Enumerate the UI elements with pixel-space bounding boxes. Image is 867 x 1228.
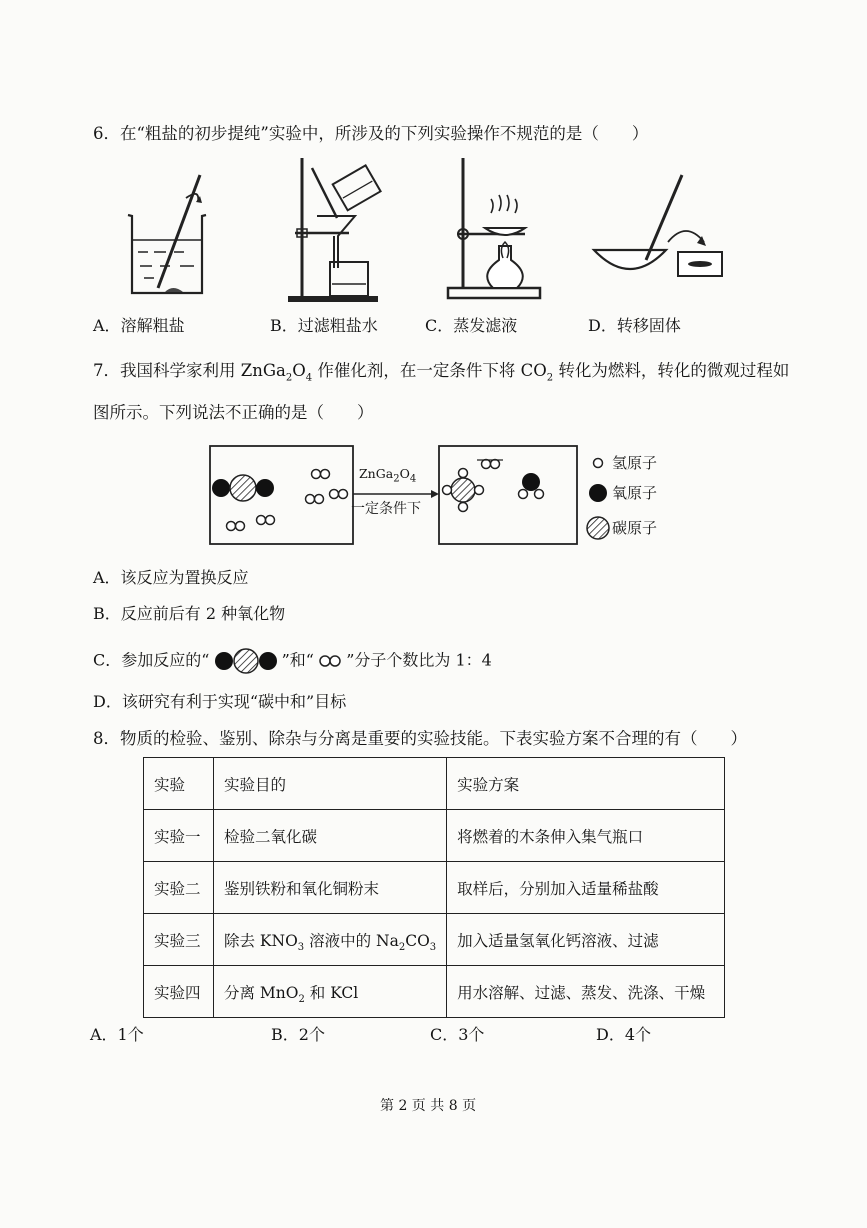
purpose-text: CO bbox=[405, 931, 430, 950]
q8-option-a[interactable]: A．1个 bbox=[90, 1025, 144, 1044]
purpose-text: 和 KCl bbox=[304, 983, 359, 1002]
option-text: 溶解粗盐 bbox=[120, 316, 185, 335]
q6-option-a[interactable] bbox=[93, 316, 185, 336]
row-plan: 将燃着的木条伸入集气瓶口 bbox=[447, 810, 725, 862]
subscript: 2 bbox=[298, 993, 305, 1005]
row-plan: 加入适量氢氧化钙溶液、过滤 bbox=[447, 914, 725, 966]
subscript: 2 bbox=[285, 372, 293, 384]
transfer-solid-figure bbox=[590, 170, 730, 290]
legend-oxygen-icon bbox=[589, 484, 607, 502]
q7-option-a[interactable]: A．该反应为置换反应 bbox=[93, 568, 249, 587]
catalyst-text: ZnGa bbox=[359, 466, 394, 481]
condition-label: 一定条件下 bbox=[351, 501, 421, 517]
catalyst-text: O bbox=[399, 466, 410, 481]
subscript: 2 bbox=[393, 473, 400, 485]
option-text: 转移固体 bbox=[616, 316, 681, 335]
purpose-text: 溶液中的 Na bbox=[304, 931, 399, 950]
q7-option-c[interactable] bbox=[93, 648, 492, 674]
row-plan: 取样后，分别加入适量稀盐酸 bbox=[447, 862, 725, 914]
q6-option-d[interactable] bbox=[588, 316, 681, 336]
option-text: 过滤粗盐水 bbox=[297, 316, 378, 335]
option-text: C．参加反应的“ bbox=[93, 650, 210, 670]
subscript: 2 bbox=[398, 941, 406, 953]
stem-text: 转化为燃料，转化的微观过程如 bbox=[553, 361, 790, 380]
page-footer: 第 2 页 共 8 页 bbox=[380, 1098, 477, 1114]
catalyst-label bbox=[359, 466, 417, 485]
beaker-stirring-figure bbox=[120, 180, 220, 300]
table-header-row bbox=[144, 758, 725, 810]
subscript: 4 bbox=[305, 372, 313, 384]
legend-oxygen-label: 氧原子 bbox=[612, 484, 658, 502]
row-name: 实验四 bbox=[144, 966, 214, 1018]
legend-carbon-label: 碳原子 bbox=[612, 519, 658, 537]
row-purpose: 检验二氧化碳 bbox=[214, 810, 447, 862]
q8-option-c[interactable]: C．3个 bbox=[430, 1025, 485, 1044]
option-text: ”分子个数比为 1：4 bbox=[346, 650, 492, 670]
reaction-micro-diagram bbox=[205, 444, 670, 548]
legend-hydrogen-icon bbox=[594, 459, 603, 468]
table-row bbox=[144, 966, 725, 1018]
option-text: ”和“ bbox=[281, 650, 314, 670]
q8-option-d[interactable]: D．4个 bbox=[596, 1025, 652, 1044]
subscript: 3 bbox=[297, 941, 305, 953]
legend-carbon-icon bbox=[587, 517, 609, 539]
stem-text: O bbox=[292, 361, 306, 380]
row-name: 实验一 bbox=[144, 810, 214, 862]
option-letter: B． bbox=[270, 316, 298, 335]
table-row bbox=[144, 862, 725, 914]
experiment-table bbox=[143, 757, 725, 1018]
header-cell: 实验目的 bbox=[214, 758, 447, 810]
stem-text: 作催化剂，在一定条件下将 CO bbox=[312, 361, 547, 380]
q8-option-b[interactable]: B．2个 bbox=[271, 1025, 325, 1044]
subscript: 4 bbox=[409, 473, 417, 485]
header-cell: 实验 bbox=[144, 758, 214, 810]
evaporation-figure bbox=[443, 158, 543, 303]
q7-stem-line1 bbox=[93, 361, 790, 384]
row-name: 实验二 bbox=[144, 862, 214, 914]
q6-option-b[interactable] bbox=[270, 316, 378, 336]
q6-stem: 6．在“粗盐的初步提纯”实验中，所涉及的下列实验操作不规范的是（ ） bbox=[93, 124, 649, 143]
q8-stem: 8．物质的检验、鉴别、除杂与分离是重要的实验技能。下表实验方案不合理的有（ ） bbox=[93, 729, 747, 748]
purpose-text: 除去 KNO bbox=[224, 931, 298, 950]
row-name: 实验三 bbox=[144, 914, 214, 966]
h2-molecule-icon bbox=[319, 655, 341, 667]
subscript: 2 bbox=[546, 372, 554, 384]
filtration-figure bbox=[285, 158, 385, 303]
header-cell: 实验方案 bbox=[447, 758, 725, 810]
q7-option-b[interactable]: B．反应前后有 2 种氧化物 bbox=[93, 604, 286, 623]
table-row bbox=[144, 810, 725, 862]
row-plan: 用水溶解、过滤、蒸发、洗涤、干燥 bbox=[447, 966, 725, 1018]
subscript: 3 bbox=[429, 941, 437, 953]
q7-option-d[interactable]: D．该研究有利于实现“碳中和”目标 bbox=[93, 692, 347, 711]
purpose-text: 分离 MnO bbox=[224, 983, 299, 1002]
table-row bbox=[144, 914, 725, 966]
stem-text: 7．我国科学家利用 ZnGa bbox=[93, 361, 286, 380]
option-letter: D． bbox=[588, 316, 617, 335]
co2-molecule-icon bbox=[215, 648, 277, 674]
option-text: 蒸发滤液 bbox=[453, 316, 518, 335]
row-purpose bbox=[214, 966, 447, 1018]
q6-option-c[interactable] bbox=[425, 316, 517, 336]
q7-stem-line2: 图所示。下列说法不正确的是（ ） bbox=[93, 403, 374, 422]
row-purpose: 鉴别铁粉和氧化铜粉末 bbox=[214, 862, 447, 914]
option-letter: A． bbox=[93, 316, 121, 335]
legend-hydrogen-label: 氢原子 bbox=[612, 454, 658, 472]
row-purpose bbox=[214, 914, 447, 966]
option-letter: C． bbox=[425, 316, 454, 335]
